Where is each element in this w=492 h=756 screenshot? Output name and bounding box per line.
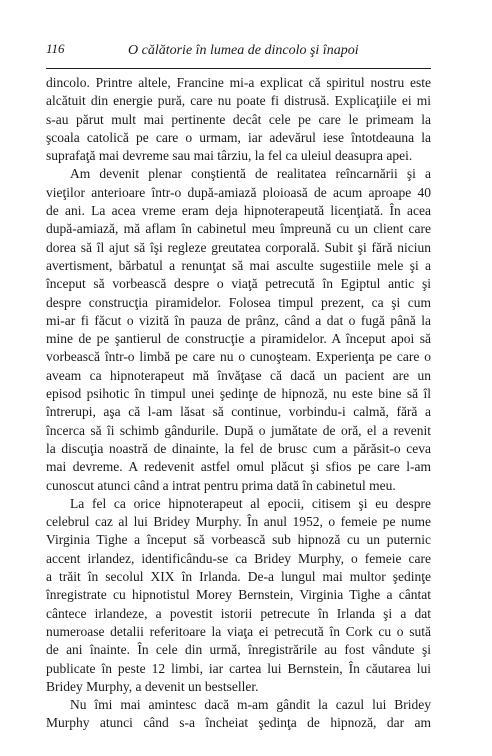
paragraph xyxy=(46,74,431,165)
text-line: numeroase detalii referitoare la viaţa ei petrecută în Cork cu o sută xyxy=(46,623,431,639)
text-line: Am devenit plenar conştientă de realitatea reîncarnării şi a xyxy=(70,166,431,182)
text-line: Murphy atunci când s-a încheiat şedinţa de hipnoză, dar am xyxy=(46,715,431,731)
text-line: despre construcţia piramidelor. Folosea timpul prezent, ca şi cum xyxy=(46,294,431,310)
text-line: după-amiază, mă aflam în cabinetul meu împreună cu un client care xyxy=(46,221,431,237)
text-line: şcoala catolică pe care o urmam, iar adevărul iese întotdeauna la xyxy=(46,129,431,145)
text-line: Nu îmi mai amintesc dacă m-am gândit la cazul lui Bridey xyxy=(70,697,431,713)
text-line: Bridey Murphy, a devenit un bestseller. xyxy=(46,678,259,694)
text-line: cunoscut atunci când a intrat pentru prima dată în cabinetul meu. xyxy=(46,477,396,493)
text-line: publicate în peste 12 limbi, iar cartea lui Bernstein, În căutarea lui xyxy=(46,660,431,676)
paragraph xyxy=(46,165,431,494)
running-title: O călătorie în lumea de dincolo şi înapoi xyxy=(128,43,359,58)
text-line: încerca să îi schimb gândurile. După o jumătate de oră, el a revenit xyxy=(46,422,431,438)
text-line: început să vorbească despre o viaţă petrecută în Egiptul antic şi xyxy=(46,276,431,292)
text-line: Virginia Tighe a început să vorbească sub hipnoză cu un puternic xyxy=(46,532,431,548)
text-line: accent irlandez, identificându-se ca Bridey Murphy, o femeie care xyxy=(46,550,431,566)
header-divider xyxy=(46,68,431,69)
text-line: vorbească într-o limbă pe care nu o cunoşteam. Experienţa pe care o xyxy=(46,349,431,365)
text-line: a trăit în secolul XIX în Irlanda. De-a lungul mai multor şedinţe xyxy=(46,569,431,585)
text-line: mai devreme. A redevenit astfel omul plăcut şi sfios pe care l-am xyxy=(46,459,431,475)
text-line: de ani. La acea vreme eram deja hipnoterapeută licenţiată. În acea xyxy=(46,203,431,219)
paragraph xyxy=(46,495,431,696)
body-text xyxy=(46,74,431,733)
text-line: celebrul caz al lui Bridey Murphy. În anul 1952, o femeie pe nume xyxy=(46,514,431,530)
paragraph xyxy=(46,696,431,733)
text-line: dincolo. Printre altele, Francine mi-a explicat că spiritul nostru este xyxy=(46,75,431,90)
text-line: înregistrate cu hipnotistul Morey Bernstein, Virginia Tighe a cântat xyxy=(46,587,431,603)
text-line: La fel ca orice hipnoterapeut al epocii, citisem şi eu despre xyxy=(70,495,431,511)
text-line: episod psihotic în timpul unei şedinţe de hipnoză, nu este bine să îl xyxy=(46,386,431,402)
text-line: mi-ar fi făcut o vizită în pauza de prânz, când a dat o fugă până la xyxy=(46,312,431,328)
text-line: întrerupi, aşa că l-am lăsat să continue, vorbindu-i calmă, fără a xyxy=(46,404,431,420)
page-header xyxy=(46,41,436,63)
page-number: 116 xyxy=(46,41,65,56)
text-line: s-au părut mult mai pertinente decât cele pe care le primeam la xyxy=(46,111,431,127)
text-line: dorea să îl ajut să îşi regleze greutatea corporală. Subit şi fără niciun xyxy=(46,239,431,255)
text-line: vieţilor anterioare într-o după-amiază ploioasă de acum aproape 40 xyxy=(46,184,431,200)
text-line: mine de pe şantierul de construcţie a piramidelor. A început apoi să xyxy=(46,331,431,347)
text-line: aveam ca hipnoterapeut mă învăţase că dacă un pacient are un xyxy=(46,367,431,383)
text-line: avertisment, bărbatul a renunţat să mai asculte sugestiile mele şi a xyxy=(46,257,431,273)
text-line: la discuţia noastră de dinainte, la fel de brusc cum a părăsit-o ceva xyxy=(46,440,431,456)
text-line: alcătuit din energie pură, care nu poate fi distrusă. Explicaţiile ei mi xyxy=(46,93,431,109)
text-line: cântece irlandeze, a povestit istorii petrecute în Irlanda şi a dat xyxy=(46,605,431,621)
text-line: de ani înainte. În cele din urmă, înregistrările au fost vândute şi xyxy=(46,642,431,658)
text-line: suprafaţă mai devreme sau mai târziu, la fel ca uleiul deasupra apei. xyxy=(46,148,413,164)
